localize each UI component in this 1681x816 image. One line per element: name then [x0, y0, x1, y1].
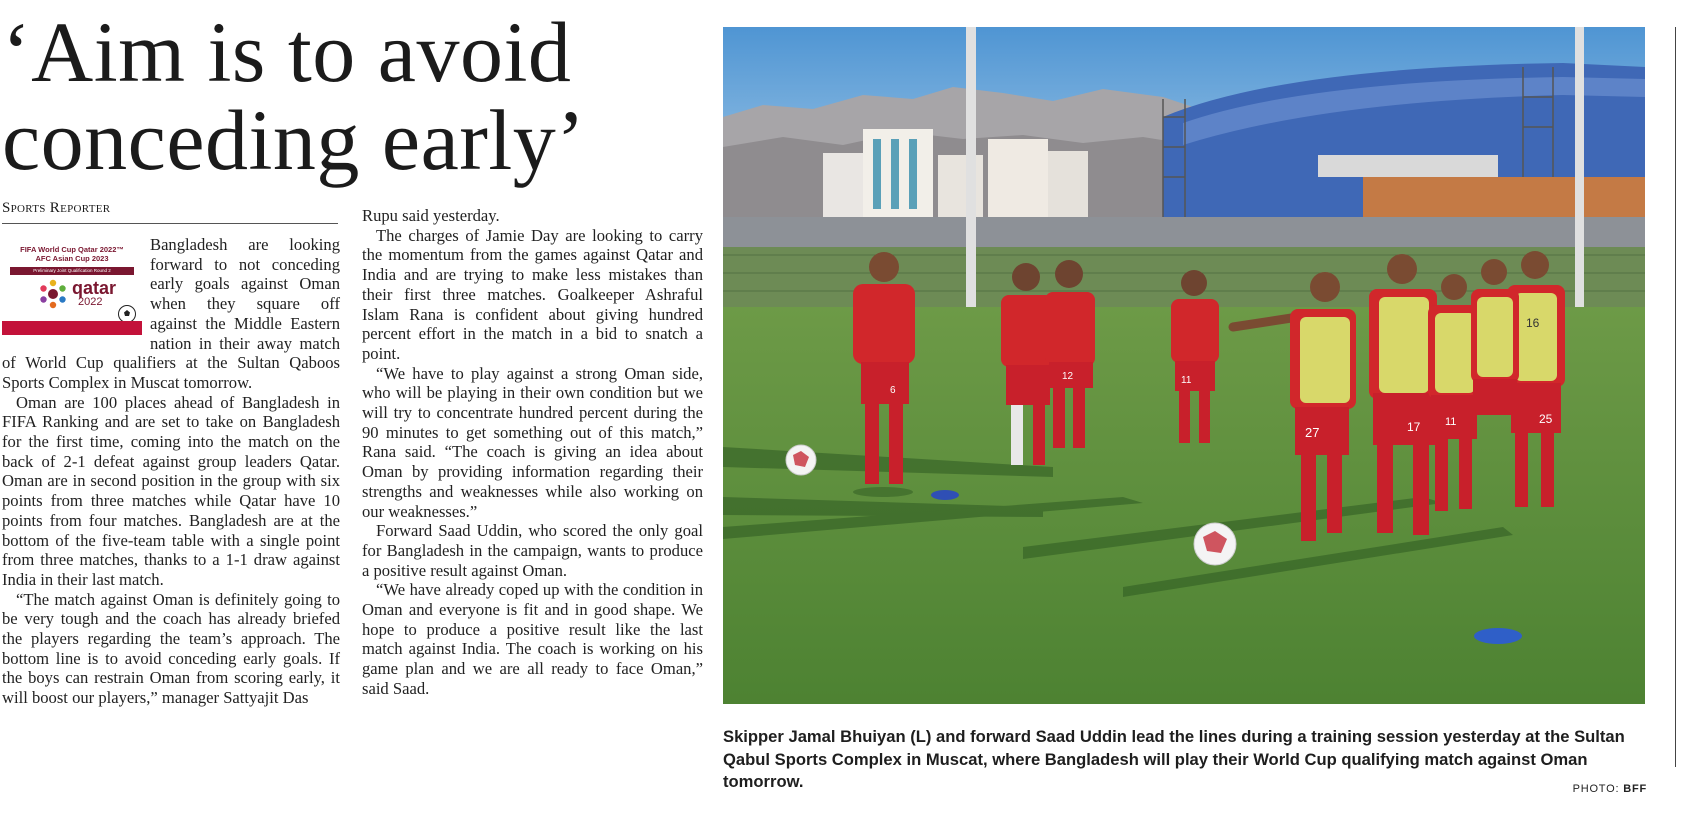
logo-line-3: Preliminary Joint Qualification Round 2 [10, 267, 134, 275]
football [786, 445, 816, 475]
jersey-number: 27 [1305, 425, 1320, 440]
paragraph: “We have to play against a strong Oman side, who will be playing in their own condition but we will try to concentrate hundred percent during the 90 minutes to get something out of this match,” Rana said. “The coach is giving an idea about Oman by providing information regarding their strengths and weaknesses while also working on our weaknesses.” [362, 363, 703, 521]
paragraph: “We have already coped up with the condition in Oman and everyone is fit and in good shape. We hope to produce a positive result like the last match against India. The coach is working on his game plan and we are all ready to face Oman,” said Saad. [362, 580, 703, 698]
column-rule [1675, 27, 1676, 767]
training-photo [723, 27, 1645, 704]
football [1194, 523, 1236, 565]
headline-line-1: ‘Aim is to avoid [2, 4, 572, 100]
jersey-number: 12 [1062, 371, 1074, 382]
jersey-number: 16 [1526, 316, 1540, 330]
training-photo-illustration [723, 27, 1645, 704]
training-cone [1474, 628, 1522, 644]
article-column-1 [2, 235, 340, 708]
qatar-emblem-icon [38, 279, 68, 309]
paragraph: Rupu said yesterday. [362, 206, 500, 225]
photo-credit [1563, 783, 1647, 795]
logo-line-1-text: FIFA World Cup Qatar 2022™ [20, 245, 124, 254]
floodlight-pole [966, 27, 976, 327]
jersey-number: 6 [890, 385, 896, 396]
floodlight-pole [1575, 27, 1584, 327]
jersey-number: 25 [1539, 412, 1553, 426]
logo-year: 2022 [78, 296, 103, 308]
paragraph: The charges of Jamie Day are looking to carry the momentum from the games against Qatar and India and are trying to make less mistakes than their first three matches. Goalkeeper Ashraful Islam Rana is confident about giving hundred percent effort in the match in a bid to snatch a point. [362, 225, 703, 363]
jersey-number: 17 [1407, 420, 1421, 434]
paragraph: Bangladesh are looking forward to not conceding early goals against Oman when they square off against the Middle Eastern nation in their away match of World Cup qualifiers at the Sultan Qaboos Sports Complex in Muscat tomorrow. [2, 235, 340, 392]
qatar-2022-logo [2, 243, 142, 335]
article-column-2 [362, 206, 703, 699]
paragraph: “The match against Oman is definitely going to be very tough and the coach has already briefed the players regarding the team’s approach. The bottom line is to avoid conceding early goals. If the boys can restrain Oman from scoring early, it will boost our players,” manager Sattyajit Das [2, 589, 340, 708]
jersey-number: 11 [1445, 416, 1457, 428]
boundary-wall [723, 217, 1645, 247]
logo-line-2-text: AFC Asian Cup 2023 [35, 254, 109, 263]
logo-word: qatar [72, 278, 117, 298]
photo-credit-label: PHOTO: [1572, 783, 1620, 795]
photo-caption: Skipper Jamal Bhuiyan (L) and forward Saad Uddin lead the lines during a training session yesterday at the Sultan Qabul Sports Complex in Muscat, where Bangladesh will play their World Cup qualifying match against Oman tomorrow. [723, 727, 1625, 791]
paragraph: Oman are 100 places ahead of Bangladesh in FIFA Ranking and are set to take on Bangladesh for the first time, coming into the match on the back of 2-1 defeat against group leaders Qatar. Oman are in second position in the group with six points from three matches while Qatar have 10 points from four matches. Bangladesh are at the bottom of the five-team table with a single point from three matches, thanks to a 1-1 draw against India in their last match. [2, 392, 340, 589]
paragraph: Forward Saad Uddin, who scored the only goal for Bangladesh in the campaign, wants to produce a positive result against Oman. [362, 521, 703, 580]
photo-credit-source: BFF [1623, 783, 1647, 795]
logo-band [2, 321, 142, 335]
training-cone [931, 490, 959, 500]
headline-line-2: conceding early’ [2, 92, 586, 188]
headline [2, 4, 702, 188]
byline: Sports Reporter [2, 200, 338, 224]
logo-line-1 [20, 245, 124, 263]
jersey-number: 11 [1181, 375, 1192, 386]
